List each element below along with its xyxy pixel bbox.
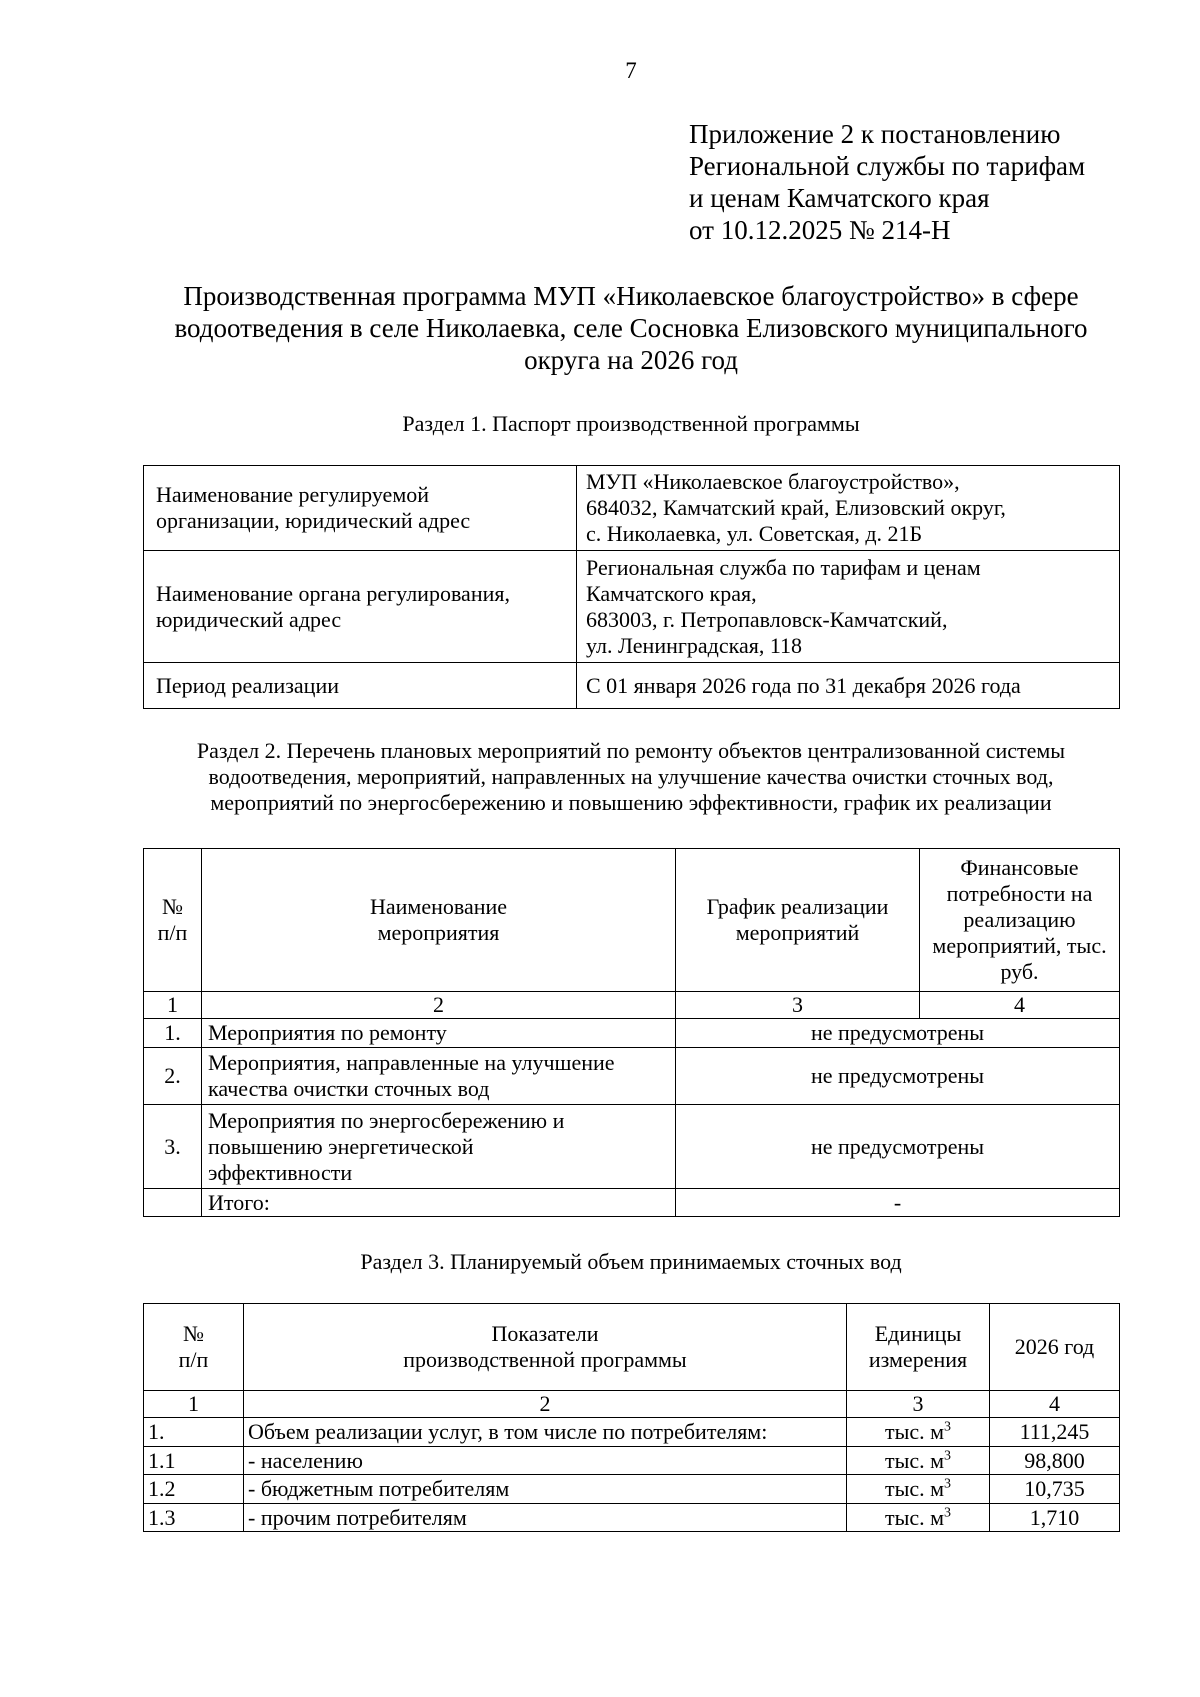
passport-value-cell [577,466,1120,551]
indicator-name: - прочим потребителям [244,1504,847,1532]
unit-cell [847,1447,990,1475]
unit-exponent: 3 [944,1419,952,1435]
measure-name-line: Мероприятия, направленные на улучшение [208,1050,615,1075]
total-value: - [676,1189,1120,1217]
title-line: водоотведения в селе Николаевка, селе Сосновка Елизовского муниципального [174,313,1088,343]
row-number: 1. [144,1019,202,1048]
header-unit [847,1304,990,1391]
column-number-row [144,992,1120,1019]
header-line: руб. [1000,959,1039,984]
passport-row [144,551,1120,663]
header-schedule [676,849,920,992]
section1-heading-text: Раздел 1. Паспорт производственной программы [402,411,860,436]
unit-cell [847,1475,990,1504]
table-row [144,1105,1120,1189]
indicator-name: - населению [244,1447,847,1475]
unit-text: тыс. м [884,1447,945,1473]
label-line: Наименование регулируемой [156,482,430,507]
column-number: 4 [990,1391,1120,1418]
table-row [144,1447,1120,1475]
measure-name-line: повышению энергетической [208,1133,474,1159]
unit-cell [847,1504,990,1532]
indicator-value: 111,245 [990,1418,1120,1447]
row-number: 2. [144,1048,202,1105]
measure-status: не предусмотрены [676,1019,1120,1048]
header-line: мероприятий [735,920,860,945]
row-number: 1.1 [144,1447,244,1475]
appendix-line: от 10.12.2025 № 214-Н [689,215,951,245]
header-line: измерения [868,1347,968,1372]
table-row [144,1504,1120,1532]
measure-status: не предусмотрены [676,1048,1120,1105]
volume-table [143,1303,1120,1532]
appendix-line: Приложение 2 к постановлению [689,119,1061,149]
indicator-value: 1,710 [990,1504,1120,1532]
indicator-name: Объем реализации услуг, в том числе по потребителям: [244,1418,847,1447]
total-row [144,1189,1120,1217]
label-line: Период реализации [156,672,340,698]
passport-label-cell [144,466,577,551]
measure-name-line: Мероприятия по энергосбережению и [208,1107,565,1133]
row-number: 1.3 [144,1504,244,1532]
appendix-block [689,118,1085,246]
header-line: производственной программы [403,1347,687,1372]
document-title [140,280,1122,376]
measure-name [202,1019,676,1048]
header-line: № [162,894,183,919]
table-row [144,1048,1120,1105]
page-number: 7 [625,58,637,83]
header-line: мероприятия [377,920,500,945]
table-row [144,1019,1120,1048]
value-line: с. Николаевка, ул. Советская, д. 21Б [586,521,923,546]
measure-name [202,1105,676,1189]
section3-heading [140,1249,1122,1275]
value-line: 684032, Камчатский край, Елизовский округ, [586,495,1006,520]
row-number-empty [144,1189,202,1217]
passport-label-cell [144,663,577,709]
value-line: Региональная служба по тарифам и ценам [586,554,981,580]
header-row [144,849,1120,992]
header-num [144,1304,244,1391]
section2-heading [140,738,1122,816]
header-indicator [244,1304,847,1391]
unit-exponent: 3 [944,1505,952,1521]
section1-heading [140,411,1122,437]
indicator-value: 10,735 [990,1475,1120,1504]
passport-value-cell [577,551,1120,663]
measure-status: не предусмотрены [676,1105,1120,1189]
unit-cell [847,1418,990,1447]
measure-name-line: качества очистки сточных вод [208,1076,490,1101]
header-line: Единицы [874,1321,962,1346]
passport-row [144,466,1120,551]
header-line: № [183,1321,204,1346]
value-line: 683003, г. Петропавловск-Камчатский, [586,606,948,632]
table-row [144,1418,1120,1447]
header-year: 2026 год [990,1304,1120,1391]
measure-name-line: Мероприятия по ремонту [208,1020,447,1045]
section2-heading-line: мероприятий по энергосбережению и повышению эффективности, график их реализации [210,790,1052,815]
section2-heading-line: водоотведения, мероприятий, направленных на улучшение качества очистки сточных вод, [208,764,1054,789]
header-line: реализацию [963,907,1076,932]
unit-exponent: 3 [944,1476,952,1492]
value-line: ул. Ленинградская, 118 [586,632,803,658]
measures-table [143,848,1120,1217]
unit-text: тыс. м [884,1419,945,1444]
header-line: п/п [157,920,188,945]
column-number: 2 [202,992,676,1019]
label-line: организации, юридический адрес [156,508,471,533]
unit-text: тыс. м [884,1504,945,1530]
value-line: Камчатского края, [586,580,757,606]
unit-exponent: 3 [944,1448,952,1464]
header-line: п/п [178,1347,209,1372]
row-number: 1. [144,1418,244,1447]
header-line: График реализации [706,894,889,919]
header-finance [920,849,1120,992]
appendix-line: и ценам Камчатского края [689,183,990,213]
header-num [144,849,202,992]
header-line: Наименование [369,894,508,919]
row-number: 3. [144,1105,202,1189]
header-line: потребности на [946,881,1093,906]
column-number: 4 [920,992,1120,1019]
column-number: 2 [244,1391,847,1418]
column-number: 3 [847,1391,990,1418]
appendix-line: Региональной службы по тарифам [689,151,1086,181]
indicator-name: - бюджетным потребителям [244,1475,847,1504]
section2-heading-line: Раздел 2. Перечень плановых мероприятий по ремонту объектов централизованной системы [196,738,1066,763]
table-row [144,1475,1120,1504]
unit-text: тыс. м [884,1476,945,1501]
header-row [144,1304,1120,1391]
header-line: мероприятий, тыс. [932,933,1107,958]
total-label: Итого: [202,1189,676,1217]
value-line: МУП «Николаевское благоустройство», [586,469,960,494]
header-line: Показатели [491,1321,599,1346]
passport-row [144,663,1120,709]
header-line: Финансовые [960,855,1079,880]
label-line: Наименование органа регулирования, [156,580,510,606]
passport-table [143,465,1120,709]
title-line: округа на 2026 год [524,345,738,375]
column-number-row [144,1391,1120,1418]
passport-label-cell [144,551,577,663]
indicator-value: 98,800 [990,1447,1120,1475]
column-number: 3 [676,992,920,1019]
title-line: Производственная программа МУП «Николаевское благоустройство» в сфере [183,281,1079,311]
measure-name-line: эффективности [208,1159,353,1185]
value-line: С 01 января 2026 года по 31 декабря 2026 года [586,672,1021,698]
measure-name [202,1048,676,1105]
row-number: 1.2 [144,1475,244,1504]
column-number: 1 [144,992,202,1019]
header-name [202,849,676,992]
column-number: 1 [144,1391,244,1418]
passport-value-cell [577,663,1120,709]
label-line: юридический адрес [156,606,342,632]
section3-heading-text: Раздел 3. Планируемый объем принимаемых сточных вод [360,1249,902,1274]
